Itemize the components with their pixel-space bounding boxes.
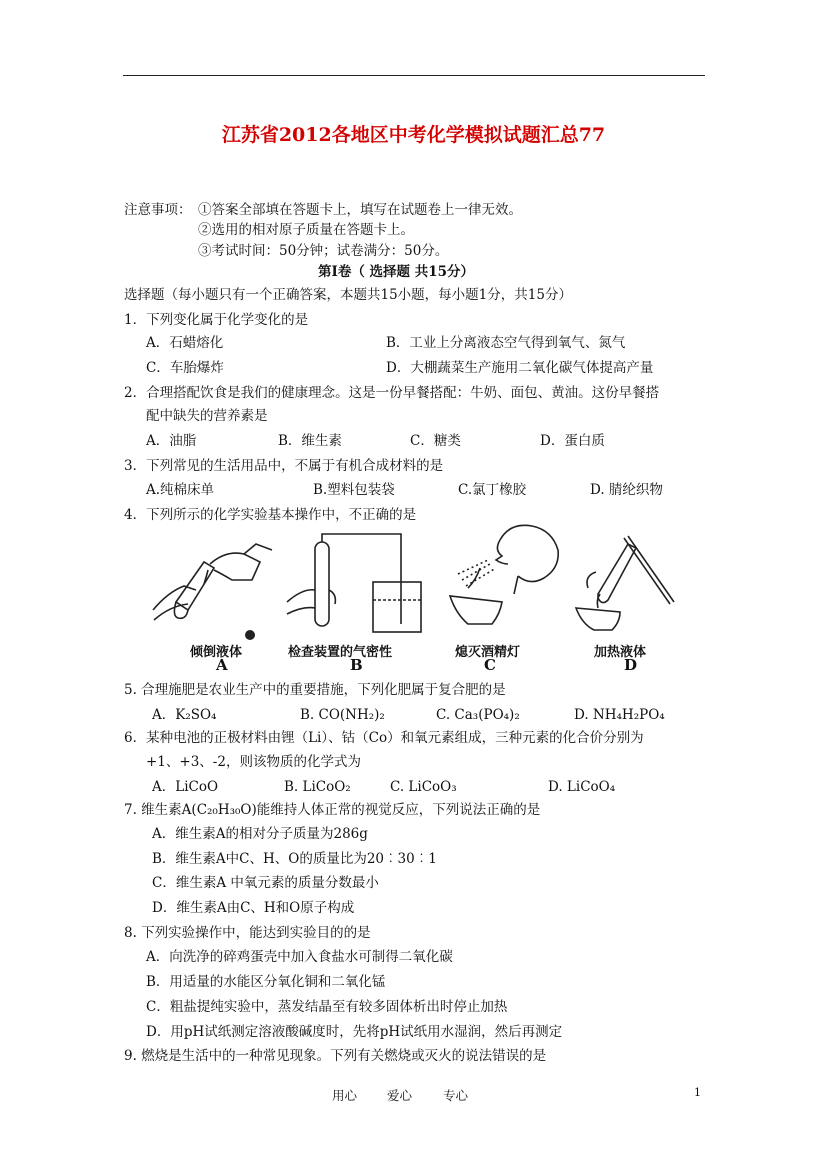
option-c: C. Ca₃(PO₄)₂ (436, 707, 520, 723)
question-stem: 9. 燃烧是生活中的一种常见现象。下列有关燃烧或灭火的说法错误的是 (124, 1048, 547, 1064)
footer-text: 用心 (332, 1088, 358, 1103)
figure-caption: 倾倒液体 (190, 645, 243, 660)
section-title: 第Ⅰ卷（ 选择题 共15分） (318, 264, 475, 280)
option-c: C. LiCoO₃ (390, 779, 457, 795)
option-c: C．车胎爆炸 (146, 360, 224, 376)
option-b: B．维生素A中C、H、O的质量比为20︰30︰1 (152, 851, 437, 867)
option-a: A．维生素A的相对分子质量为286g (152, 826, 368, 842)
figure-letter: B (350, 656, 363, 674)
option-a: A．向洗净的碎鸡蛋壳中加入食盐水可制得二氧化碳 (146, 949, 453, 965)
figure-letter: A (216, 656, 228, 674)
question-stem: 2．合理搭配饮食是我们的健康理念。这是一份早餐搭配：牛奶、面包、黄油。这份早餐搭 (124, 385, 660, 401)
note-item: ②选用的相对原子质量在答题卡上。 (198, 222, 414, 238)
option-c: C．糖类 (410, 433, 461, 449)
question-stem: 4．下列所示的化学实验基本操作中，不正确的是 (124, 507, 417, 523)
option-d: D. NH₄H₂PO₄ (574, 707, 665, 723)
option-b: B．用适量的水能区分氧化铜和二氧化锰 (146, 974, 386, 990)
question-stem: 3．下列常见的生活用品中，不属于有机合成材料的是 (124, 458, 444, 474)
option-a: A．油脂 (146, 433, 197, 449)
option-b: B．维生素 (278, 433, 342, 449)
pouring-liquid-figure (148, 540, 278, 640)
option-d: D. LiCoO₄ (548, 779, 616, 795)
option-d: D．蛋白质 (540, 433, 605, 449)
option-a: A.纯棉床单 (146, 482, 215, 498)
footer-text: 爱心 (387, 1088, 413, 1103)
section-instructions: 选择题（每小题只有一个正确答案，本题共15小题，每小题1分，共15分） (124, 287, 572, 303)
option-b: B. LiCoO₂ (284, 779, 351, 795)
option-a: A．石蜡熔化 (146, 335, 224, 351)
notes-label: 注意事项： (124, 202, 192, 218)
figure-caption: 检查装置的气密性 (288, 645, 393, 660)
footer-text: 专心 (443, 1088, 469, 1103)
question-stem-cont: +1、+3、-2，则该物质的化学式为 (146, 754, 361, 770)
option-a: A．K₂SO₄ (152, 707, 217, 723)
option-b: B．工业上分离液态空气得到氧气、氮气 (386, 335, 626, 351)
heating-liquid-figure (568, 528, 688, 638)
option-c: C.氯丁橡胶 (458, 482, 527, 498)
question-stem: 8. 下列实验操作中，能达到实验目的的是 (124, 925, 371, 941)
note-item: ③考试时间：50分钟；试卷满分：50分。 (198, 243, 449, 259)
header-rule (123, 75, 705, 76)
question-stem: 5. 合理施肥是农业生产中的重要措施，下列化肥属于复合肥的是 (124, 682, 506, 698)
figure-caption: 加热液体 (594, 645, 647, 660)
note-item: ①答案全部填在答题卡上，填写在试题卷上一律无效。 (198, 202, 522, 218)
option-a: A．LiCoO (152, 779, 219, 795)
question-stem: 1．下列变化属于化学变化的是 (124, 312, 309, 328)
option-d: D．大棚蔬菜生产施用二氧化碳气体提高产量 (386, 360, 654, 376)
option-b: B.塑料包装袋 (313, 482, 395, 498)
page-number: 1 (694, 1086, 701, 1099)
question-stem: 7. 维生素A(C₂₀H₃₀O)能维持人体正常的视觉反应，下列说法正确的是 (124, 802, 541, 818)
figure-letter: D (624, 656, 638, 674)
page-title: 江苏省2012各地区中考化学模拟试题汇总77 (221, 124, 606, 146)
alcohol-lamp-figure (440, 520, 570, 638)
option-b: B. CO(NH₂)₂ (300, 707, 385, 723)
option-d: D．维生素A由C、H和O原子构成 (152, 900, 355, 916)
option-d: D．用pH试纸测定溶液酸碱度时，先将pH试纸用水湿润，然后再测定 (146, 1024, 563, 1040)
airtightness-figure (285, 528, 435, 640)
option-c: C．粗盐提纯实验中，蒸发结晶至有较多固体析出时停止加热 (146, 999, 508, 1015)
figure-letter: C (484, 656, 496, 674)
question-stem-cont: 配中缺失的营养素是 (146, 408, 268, 424)
option-d: D. 腈纶织物 (590, 482, 663, 498)
figure-caption: 熄灭酒精灯 (455, 645, 521, 660)
question-stem: 6．某种电池的正极材料由锂（Li）、钴（Co）和氧元素组成，三种元素的化合价分别为 (124, 730, 644, 746)
option-c: C．维生素A 中氧元素的质量分数最小 (152, 875, 379, 891)
